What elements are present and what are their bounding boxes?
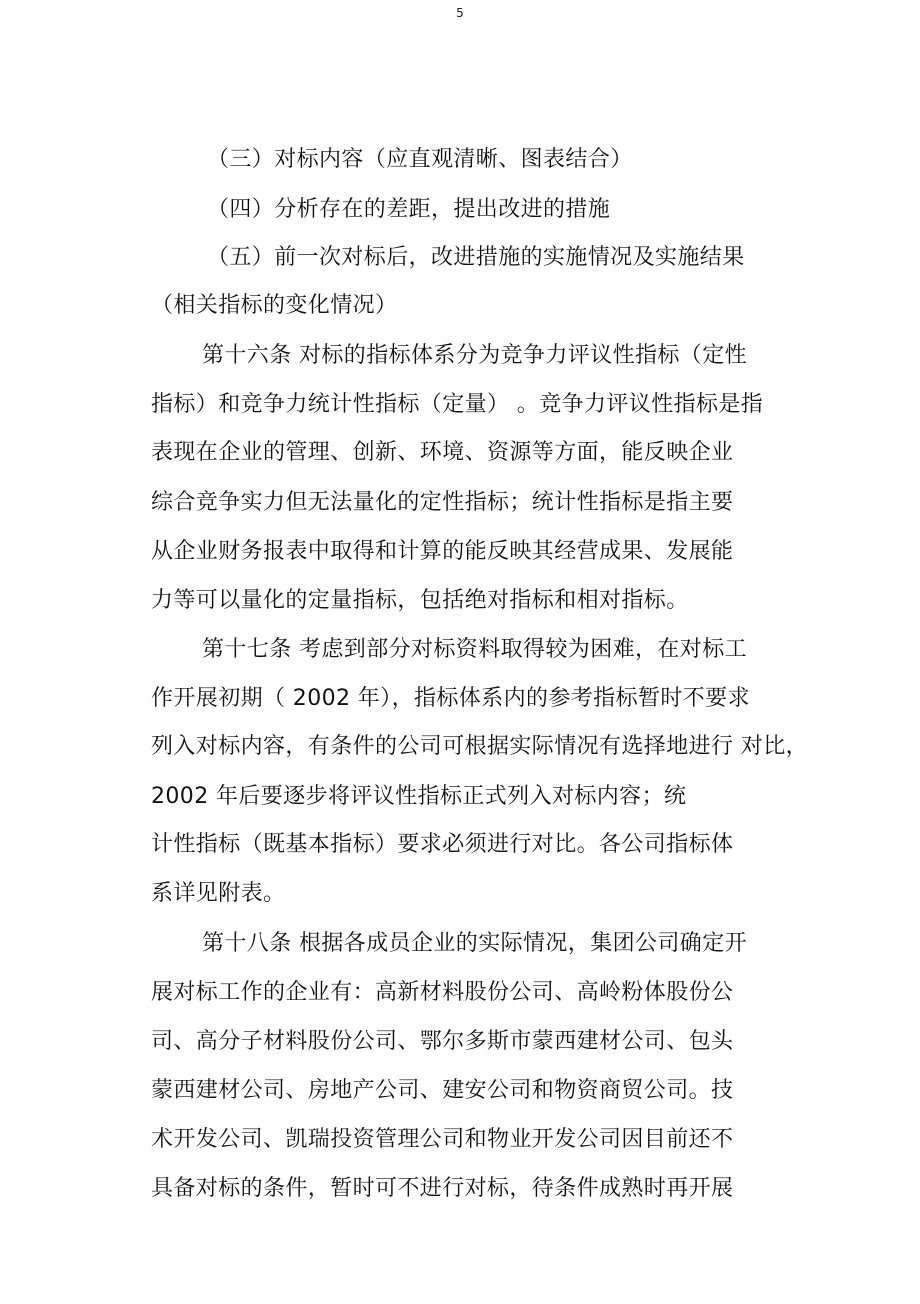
text-line: 术开发公司、凯瑞投资管理公司和物业开发公司因目前还不 — [151, 1127, 734, 1152]
text-line: 系详见附表。 — [151, 881, 286, 906]
text-line: 作开展初期（ 2002 年），指标体系内的参考指标暂时不要求 — [151, 686, 750, 711]
text-line: 第十七条 考虑到部分对标资料取得较为困难，在对标工 — [202, 637, 747, 662]
text-line: （五）前一次对标后，改进措施的实施情况及实施结果 — [207, 245, 745, 270]
text-line: 计性指标（既基本指标）要求必须进行对比。各公司指标体 — [151, 832, 734, 857]
text-line: 第十八条 根据各成员企业的实际情况，集团公司确定开 — [202, 931, 747, 956]
text-line: 综合竞争实力但无法量化的定性指标；统计性指标是指主要 — [151, 490, 734, 515]
text-line: （相关指标的变化情况） — [151, 293, 398, 318]
text-line: 列入对标内容，有条件的公司可根据实际情况有选择地进行 对比， — [151, 734, 808, 759]
text-line: 指标）和竞争力统计性指标（定量） 。竞争力评议性指标是指 — [151, 392, 764, 417]
text-line: 第十六条 对标的指标体系分为竞争力评议性指标（定性 — [202, 343, 747, 368]
text-line: （四）分析存在的差距，提出改进的措施 — [207, 197, 611, 222]
text-line: 力等可以量化的定量指标，包括绝对指标和相对指标。 — [151, 588, 689, 613]
text-line: （三）对标内容（应直观清晰、图表结合） — [207, 147, 633, 172]
text-line: 展对标工作的企业有：高新材料股份公司、高岭粉体股份公 — [151, 980, 734, 1005]
text-line: 2002 年后要逐步将评议性指标正式列入对标内容；统 — [151, 784, 687, 809]
text-line: 具备对标的条件，暂时可不进行对标，待条件成熟时再开展 — [151, 1176, 734, 1201]
text-line: 蒙西建材公司、房地产公司、建安公司和物资商贸公司。技 — [151, 1078, 734, 1103]
page-number: 5 — [456, 6, 464, 20]
text-line: 表现在企业的管理、创新、环境、资源等方面，能反映企业 — [151, 440, 734, 465]
text-line: 从企业财务报表中取得和计算的能反映其经营成果、发展能 — [151, 539, 734, 564]
text-line: 司、高分子材料股份公司、鄂尔多斯市蒙西建材公司、包头 — [151, 1029, 734, 1054]
